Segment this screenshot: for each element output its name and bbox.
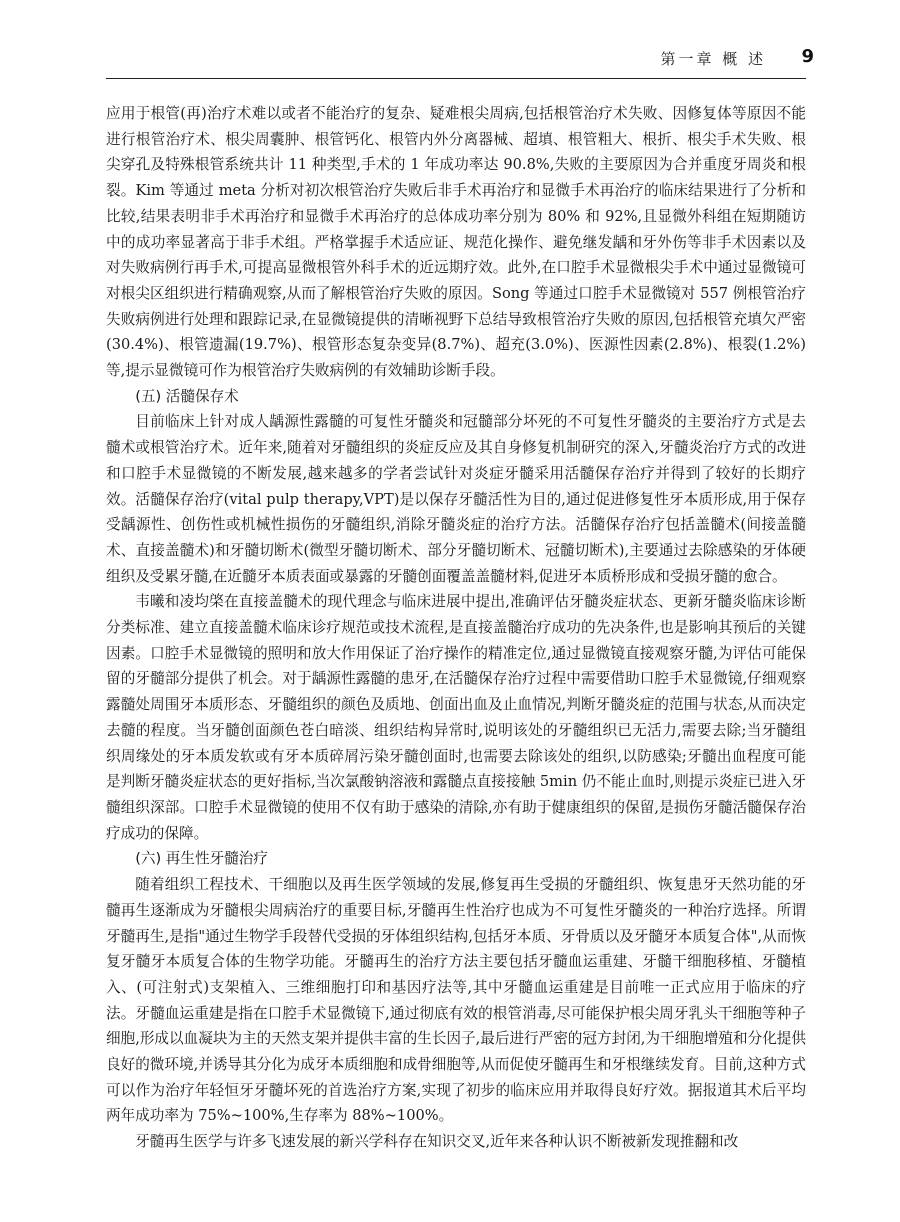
paragraph-direct-pulp-capping: 韦曦和凌均棨在直接盖髓术的现代理念与临床进展中提出,准确评估牙髓炎症状态、更新牙髓炎临床诊断分类标准、建立直接盖髓术临床诊疗规范或技术流程,是直接盖髓治疗成功的先决条件,也是影响其预后的关键因素。口腔手术显微镜的照明和放大作用保证了治疗操作的精准定位,通过显微镜直接观察牙髓,为评估可能保留的牙髓部分提供了机会。对于龋源性露髓的患牙,在活髓保存治疗过程中需要借助口腔手术显微镜,仔细观察露髓处周围牙本质形态、牙髓组织的颜色及质地、创面出血及止血情况,判断牙髓炎症的范围与状态,从而决定去髓的程度。当牙髓创面颜色苍白暗淡、组织结构异常时,说明该处的牙髓组织已无活力,需要去除;当牙髓组织周缘处的牙本质发软或有牙本质碎屑污染牙髓创面时,也需要去除该处的组织,以防感染;牙髓出血程度可能是判断牙髓炎症状态的更好指标,当次氯酸钠溶液和露髓点直接接触 5min 仍不能止血时,则提示炎症已进入牙髓组织深部。口腔手术显微镜的使用不仅有助于感染的清除,亦有助于健康组织的保留,是损伤牙髓活髓保存治疗成功的保障。 <box>106 593 806 842</box>
section-heading-regenerative: (六) 再生性牙髓治疗 <box>135 850 268 868</box>
section-heading-vital-pulp: (五) 活髓保存术 <box>135 387 239 405</box>
running-header <box>106 46 814 79</box>
paragraph-regenerative-medicine: 牙髓再生医学与许多飞速发展的新兴学科存在知识交叉,近年来各种认识不断被新发现推翻和改 <box>135 1133 739 1151</box>
paragraph-continued: 应用于根管(再)治疗术难以或者不能治疗的复杂、疑难根尖周病,包括根管治疗术失败、因修复体等原因不能进行根管治疗术、根尖周囊肿、根管钙化、根管内外分离器械、超填、根管粗大、根折、根尖手术失败、根尖穿孔及特殊根管系统共计 11 种类型,手术的 1 年成功率达 90.8%,失败的主要原因为合并重度牙周炎和根裂。Kim 等通过 meta 分析对初次根管治疗失败后非手术再治疗和显微手术再治疗的临床结果进行了分析和比较,结果表明非手术再治疗和显微手术再治疗的总体成功率分别为 80% 和 92%,且显微外科组在短期随访中的成功率显著高于非手术组。严格掌握手术适应证、规范化操作、避免继发龋和牙外伤等非手术因素以及对失败病例行再手术,可提高显微根管外科手术的近远期疗效。此外,在口腔手术显微根尖手术中通过显微镜可对根尖区组织进行精确观察,从而了解根管治疗失败的原因。Song 等通过口腔手术显微镜对 557 例根管治疗失败病例进行处理和跟踪记录,在显微镜提供的清晰视野下总结导致根管治疗失败的原因,包括根管充填欠严密(30.4%)、根管遗漏(19.7%)、根管形态复杂变异(8.7%)、超充(3.0%)、医源性因素(2.8%)、根裂(1.2%)等,提示显微镜可作为根管治疗失败病例的有效辅助诊断手段。 <box>106 105 806 380</box>
page-body <box>106 101 806 1155</box>
page-number: 9 <box>801 46 814 67</box>
paragraph-pulp-regeneration: 随着组织工程技术、干细胞以及再生医学领域的发展,修复再生受损的牙髓组织、恢复患牙天然功能的牙髓再生逐渐成为牙髓根尖周病治疗的重要目标,牙髓再生性治疗也成为不可复性牙髓炎的一种治疗选择。所谓牙髓再生,是指"通过生物学手段替代受损的牙体组织结构,包括牙本质、牙骨质以及牙髓牙本质复合体",从而恢复牙髓牙本质复合体的生物学功能。牙髓再生的治疗方法主要包括牙髓血运重建、牙髓干细胞移植、牙髓植入、(可注射式)支架植入、三维细胞打印和基因疗法等,其中牙髓血运重建是目前唯一正式应用于临床的疗法。牙髓血运重建是指在口腔手术显微镜下,通过彻底有效的根管消毒,尽可能保护根尖周牙乳头干细胞等种子细胞,形成以血凝块为主的天然支架并提供丰富的生长因子,最后进行严密的冠方封闭,为干细胞增殖和分化提供良好的微环境,并诱导其分化为成牙本质细胞和成骨细胞等,从而促使牙髓再生和牙根继续发育。目前,这种方式可以作为治疗年轻恒牙牙髓坏死的首选治疗方案,实现了初步的临床应用并取得良好疗效。据报道其术后平均两年成功率为 75%~100%,生存率为 88%~100%。 <box>106 876 806 1125</box>
chapter-title: 第一章 概 述 <box>660 50 766 68</box>
paragraph-vital-pulp-intro: 目前临床上针对成人龋源性露髓的可复性牙髓炎和冠髓部分坏死的不可复性牙髓炎的主要治疗方式是去髓术或根管治疗术。近年来,随着对牙髓组织的炎症反应及其自身修复机制研究的深入,牙髓炎治疗方式的改进和口腔手术显微镜的不断发展,越来越多的学者尝试针对炎症牙髓采用活髓保存治疗并得到了较好的长期疗效。活髓保存治疗(vital pulp therapy,VPT)是以保存牙髓活性为目的,通过促进修复性牙本质形成,用于保存受龋源性、创伤性或机械性损伤的牙髓组织,消除牙髓炎症的治疗方法。活髓保存治疗包括盖髓术(间接盖髓术、直接盖髓术)和牙髓切断术(微型牙髓切断术、部分牙髓切断术、冠髓切断术),主要通过去除感染的牙体硬组织及受累牙髓,在近髓牙本质表面或暴露的牙髓创面覆盖盖髓材料,促进牙本质桥形成和受损牙髓的愈合。 <box>106 413 806 585</box>
